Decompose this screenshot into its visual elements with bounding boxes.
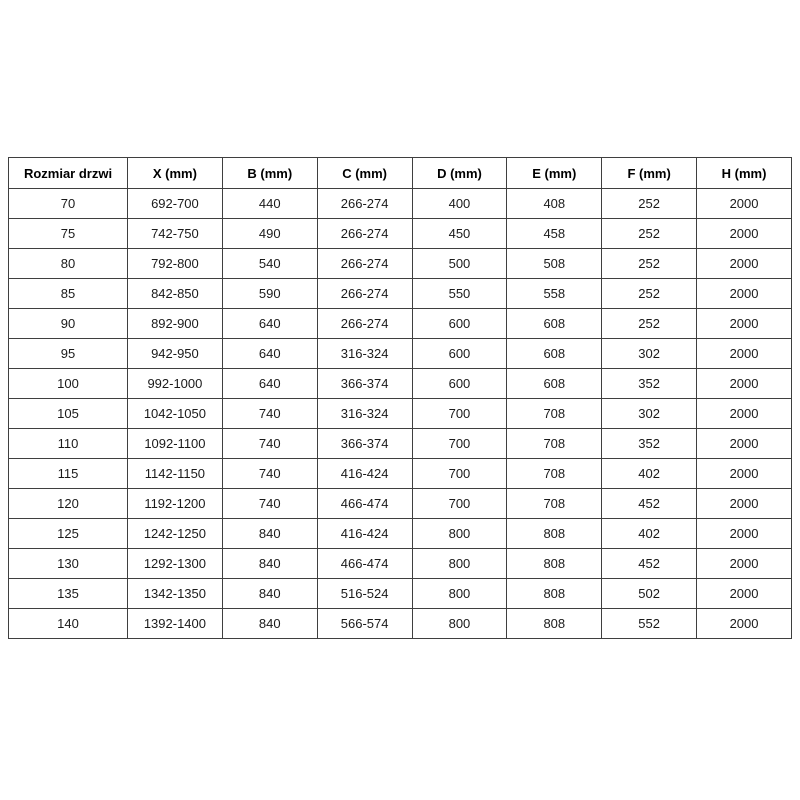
table-cell: 2000 [697, 279, 792, 309]
table-cell: 366-374 [317, 369, 412, 399]
table-cell: 266-274 [317, 219, 412, 249]
table-row [9, 249, 792, 279]
table-cell: 2000 [697, 579, 792, 609]
table-cell: 2000 [697, 459, 792, 489]
table-cell: 302 [602, 399, 697, 429]
table-cell: 516-524 [317, 579, 412, 609]
table-cell: 70 [9, 189, 128, 219]
table-cell: 892-900 [128, 309, 223, 339]
table-cell: 252 [602, 219, 697, 249]
table-cell: 708 [507, 489, 602, 519]
table-cell: 1142-1150 [128, 459, 223, 489]
table-cell: 120 [9, 489, 128, 519]
table-row [9, 459, 792, 489]
table-cell: 500 [412, 249, 507, 279]
table-cell: 80 [9, 249, 128, 279]
table-cell: 252 [602, 189, 697, 219]
table-cell: 466-474 [317, 489, 412, 519]
table-cell: 740 [222, 399, 317, 429]
table-cell: 1092-1100 [128, 429, 223, 459]
table-cell: 992-1000 [128, 369, 223, 399]
table-row [9, 279, 792, 309]
table-cell: 740 [222, 489, 317, 519]
table-cell: 2000 [697, 369, 792, 399]
table-cell: 490 [222, 219, 317, 249]
table-body [9, 189, 792, 639]
table-cell: 566-574 [317, 609, 412, 639]
table-cell: 105 [9, 399, 128, 429]
table-cell: 402 [602, 519, 697, 549]
table-row [9, 399, 792, 429]
table-cell: 842-850 [128, 279, 223, 309]
table-cell: 75 [9, 219, 128, 249]
table-cell: 266-274 [317, 189, 412, 219]
table-cell: 742-750 [128, 219, 223, 249]
table-cell: 2000 [697, 609, 792, 639]
table-cell: 800 [412, 609, 507, 639]
table-cell: 700 [412, 459, 507, 489]
table-cell: 2000 [697, 339, 792, 369]
table-cell: 708 [507, 399, 602, 429]
table-cell: 640 [222, 309, 317, 339]
table-cell: 466-474 [317, 549, 412, 579]
table-cell: 2000 [697, 429, 792, 459]
table-row [9, 189, 792, 219]
table-cell: 800 [412, 549, 507, 579]
table-cell: 502 [602, 579, 697, 609]
table-cell: 85 [9, 279, 128, 309]
table-cell: 110 [9, 429, 128, 459]
table-cell: 590 [222, 279, 317, 309]
table-cell: 1392-1400 [128, 609, 223, 639]
table-cell: 540 [222, 249, 317, 279]
table-cell: 640 [222, 369, 317, 399]
table-cell: 942-950 [128, 339, 223, 369]
table-cell: 416-424 [317, 459, 412, 489]
table-cell: 125 [9, 519, 128, 549]
table-cell: 808 [507, 579, 602, 609]
table-cell: 452 [602, 489, 697, 519]
table-cell: 95 [9, 339, 128, 369]
table-cell: 840 [222, 519, 317, 549]
table-row [9, 549, 792, 579]
table-cell: 792-800 [128, 249, 223, 279]
table-cell: 600 [412, 369, 507, 399]
column-header-c: C (mm) [317, 158, 412, 189]
header-row [9, 158, 792, 189]
table-cell: 708 [507, 459, 602, 489]
table-cell: 408 [507, 189, 602, 219]
table-cell: 808 [507, 549, 602, 579]
column-header-x: X (mm) [128, 158, 223, 189]
table-cell: 366-374 [317, 429, 412, 459]
table-cell: 800 [412, 519, 507, 549]
table-cell: 440 [222, 189, 317, 219]
table-cell: 1292-1300 [128, 549, 223, 579]
column-header-f: F (mm) [602, 158, 697, 189]
table-cell: 450 [412, 219, 507, 249]
table-cell: 1342-1350 [128, 579, 223, 609]
table-cell: 266-274 [317, 279, 412, 309]
table-cell: 840 [222, 609, 317, 639]
table-row [9, 309, 792, 339]
table-cell: 2000 [697, 549, 792, 579]
table-cell: 1042-1050 [128, 399, 223, 429]
table-cell: 508 [507, 249, 602, 279]
table-cell: 302 [602, 339, 697, 369]
table-cell: 2000 [697, 249, 792, 279]
table-cell: 840 [222, 549, 317, 579]
table-cell: 100 [9, 369, 128, 399]
table-cell: 740 [222, 459, 317, 489]
table-cell: 130 [9, 549, 128, 579]
table-cell: 608 [507, 309, 602, 339]
table-cell: 458 [507, 219, 602, 249]
table-cell: 252 [602, 279, 697, 309]
table-cell: 740 [222, 429, 317, 459]
table-cell: 700 [412, 399, 507, 429]
table-cell: 266-274 [317, 249, 412, 279]
table-cell: 352 [602, 429, 697, 459]
table-cell: 2000 [697, 189, 792, 219]
table-cell: 808 [507, 609, 602, 639]
table-cell: 708 [507, 429, 602, 459]
door-size-table [8, 157, 792, 639]
table-cell: 692-700 [128, 189, 223, 219]
table-cell: 400 [412, 189, 507, 219]
column-header-d: D (mm) [412, 158, 507, 189]
table-cell: 90 [9, 309, 128, 339]
table-cell: 452 [602, 549, 697, 579]
column-header-e: E (mm) [507, 158, 602, 189]
table-cell: 2000 [697, 519, 792, 549]
table-cell: 252 [602, 249, 697, 279]
table-cell: 840 [222, 579, 317, 609]
table-row [9, 579, 792, 609]
table-cell: 252 [602, 309, 697, 339]
table-cell: 700 [412, 489, 507, 519]
table-cell: 402 [602, 459, 697, 489]
table-cell: 600 [412, 309, 507, 339]
table-row [9, 369, 792, 399]
table-cell: 600 [412, 339, 507, 369]
column-header-rozmiar-drzwi: Rozmiar drzwi [9, 158, 128, 189]
table-cell: 2000 [697, 309, 792, 339]
table-cell: 1242-1250 [128, 519, 223, 549]
table-cell: 266-274 [317, 309, 412, 339]
table-cell: 316-324 [317, 339, 412, 369]
table-row [9, 519, 792, 549]
table-cell: 608 [507, 369, 602, 399]
table-row [9, 219, 792, 249]
table-row [9, 489, 792, 519]
table-cell: 115 [9, 459, 128, 489]
table-row [9, 339, 792, 369]
table-row [9, 429, 792, 459]
table-cell: 2000 [697, 489, 792, 519]
table-cell: 552 [602, 609, 697, 639]
table-cell: 700 [412, 429, 507, 459]
table-cell: 640 [222, 339, 317, 369]
table-cell: 800 [412, 579, 507, 609]
table-cell: 416-424 [317, 519, 412, 549]
table-cell: 2000 [697, 219, 792, 249]
table-cell: 135 [9, 579, 128, 609]
table-cell: 608 [507, 339, 602, 369]
table-cell: 550 [412, 279, 507, 309]
table-cell: 316-324 [317, 399, 412, 429]
column-header-b: B (mm) [222, 158, 317, 189]
table-cell: 808 [507, 519, 602, 549]
column-header-h: H (mm) [697, 158, 792, 189]
table-cell: 140 [9, 609, 128, 639]
table-cell: 1192-1200 [128, 489, 223, 519]
table-cell: 2000 [697, 399, 792, 429]
table-cell: 558 [507, 279, 602, 309]
table-row [9, 609, 792, 639]
table-cell: 352 [602, 369, 697, 399]
